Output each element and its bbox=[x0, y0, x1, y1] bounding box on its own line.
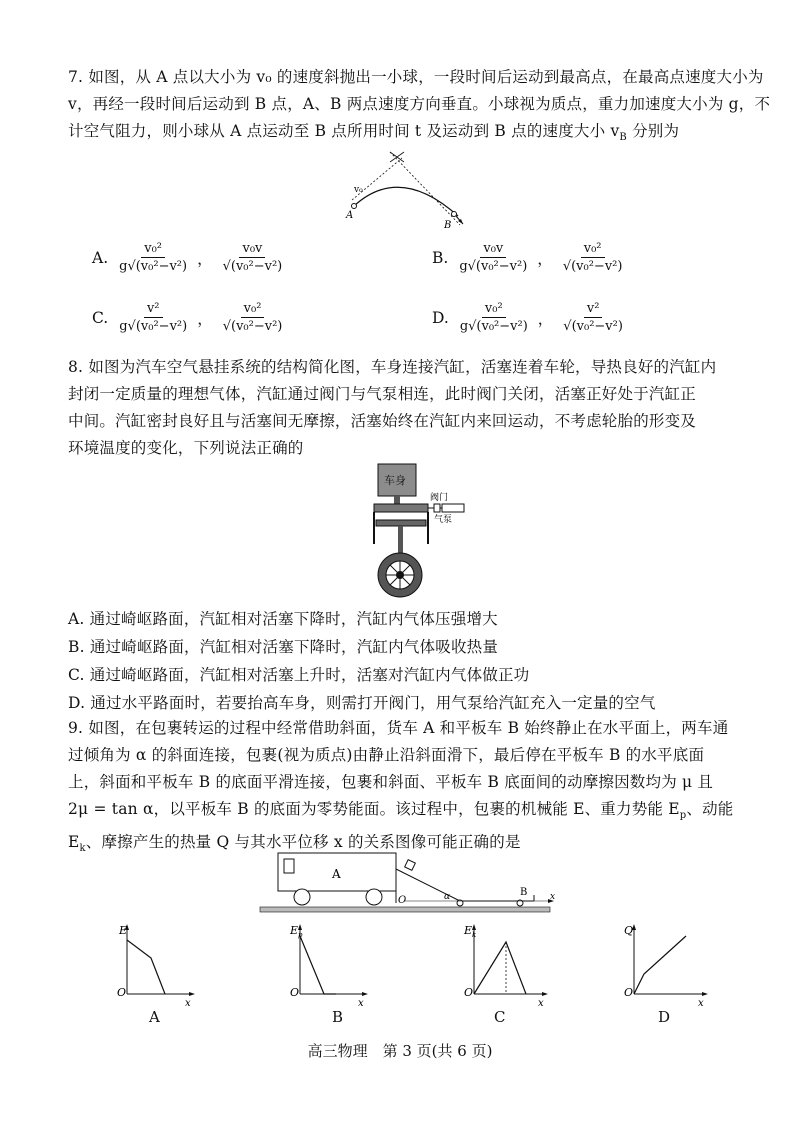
q7-line-3: 计空气阻力，则小球从 A 点运动至 B 点所用时间 t 及运动到 B 点的速度大小 $v_B$ 分别为 bbox=[68, 122, 680, 144]
v0-label: v₀ bbox=[354, 185, 363, 195]
scene-x-label: x bbox=[550, 892, 556, 902]
cart-b-label: B bbox=[520, 887, 528, 898]
q7-line-1: 7. 如图，从 A 点以大小为 v₀ 的速度斜抛出一小球，一段时间后运动到最高点，在最高点速度大小为 bbox=[68, 68, 764, 86]
question-9 bbox=[68, 715, 734, 862]
body-label: 车身 bbox=[384, 474, 406, 487]
truck-scene bbox=[258, 851, 558, 913]
q7-option-b: B. $\frac{\text{v₀v}}{\text{g√(v₀²−v²)}}$ ， $\frac{\text{v₀²}}{\text{√(v₀²−v²)}}$ bbox=[432, 241, 623, 274]
q9-line-3: 上，斜面和平板车 B 的底面平滑连接，包裹和斜面、平板车 B 底面间的动摩擦因数均为 μ 且 bbox=[68, 773, 714, 791]
graph-d-origin: O bbox=[624, 986, 634, 999]
graph-a-caption: A bbox=[149, 1008, 160, 1026]
graph-a-origin: O bbox=[117, 986, 127, 999]
graph-d-caption: D bbox=[658, 1008, 671, 1026]
scene-origin-label: O bbox=[398, 895, 407, 906]
q9-line-5: $E_k$、摩擦产生的热量 Q 与其水平位移 x 的关系图像可能正确的是 bbox=[68, 833, 521, 855]
graph-b-xlabel: x bbox=[358, 998, 364, 1009]
suspension-figure bbox=[370, 462, 480, 602]
projectile-figure bbox=[340, 150, 480, 240]
question-8 bbox=[68, 354, 728, 462]
q7-option-c: C. $\frac{\text{v²}}{\text{g√(v₀²−v²)}}$ ， $\frac{\text{v₀²}}{\text{√(v₀²−v²)}}$ bbox=[92, 301, 283, 334]
graph-b-ylabel: $E_p$ bbox=[290, 924, 303, 939]
graph-d bbox=[622, 922, 712, 1012]
graph-a-ylabel: E bbox=[119, 924, 128, 937]
graph-c-caption: C bbox=[494, 1008, 506, 1026]
q7-option-a: A. $\frac{\text{v₀²}}{\text{g√(v₀²−v²)}}$ ， $\frac{\text{v₀v}}{\text{√(v₀²−v²)}}$ bbox=[92, 241, 283, 274]
graph-b-origin: O bbox=[290, 986, 300, 999]
q8-options bbox=[68, 606, 728, 717]
q7-line-2: v，再经一段时间后运动到 B 点，A、B 两点速度方向垂直。小球视为质点，重力加速度大小为 g，不 bbox=[68, 95, 771, 113]
graph-c-origin: O bbox=[464, 986, 474, 999]
graph-a bbox=[115, 922, 195, 1012]
q8-option-c: C. 通过崎岖路面，汽缸相对活塞上升时，活塞对汽缸内气体做正功 bbox=[68, 666, 530, 684]
q8-option-b: B. 通过崎岖路面，汽缸相对活塞下降时，汽缸内气体吸收热量 bbox=[68, 638, 499, 656]
point-a-label: A bbox=[346, 210, 354, 221]
question-7 bbox=[68, 64, 771, 151]
truck-a-label: A bbox=[332, 867, 341, 881]
q8-line-4: 环境温度的变化，下列说法正确的 bbox=[68, 439, 304, 457]
q7-option-d: D. $\frac{\text{v₀²}}{\text{g√(v₀²−v²)}}$ ， $\frac{\text{v²}}{\text{√(v₀²−v²)}}$ bbox=[432, 301, 623, 334]
graph-a-xlabel: x bbox=[185, 998, 191, 1009]
graph-d-xlabel: x bbox=[698, 998, 704, 1009]
graph-c bbox=[462, 922, 552, 1012]
q9-line-2: 过倾角为 α 的斜面连接，包裹(视为质点)由静止沿斜面滑下，最后停在平板车 B 的水平底面 bbox=[68, 746, 705, 764]
q8-option-d: D. 通过水平路面时，若要抬高车身，则需打开阀门，用气泵给汽缸充入一定量的空气 bbox=[68, 694, 656, 712]
q8-line-2: 封闭一定质量的理想气体，汽缸通过阀门与气泵相连，此时阀门关闭，活塞正好处于汽缸正 bbox=[68, 385, 697, 403]
q8-line-1: 8. 如图为汽车空气悬挂系统的结构简化图，车身连接汽缸，活塞连着车轮，导热良好的汽缸内 bbox=[68, 358, 717, 376]
graph-c-ylabel: $E_k$ bbox=[464, 924, 477, 939]
alpha-label: α bbox=[444, 892, 451, 902]
q8-line-3: 中间。汽缸密封良好且与活塞间无摩擦，活塞始终在汽缸内来回运动，不考虑轮胎的形变及 bbox=[68, 412, 697, 430]
page-footer: 高三物理 第 3 页(共 6 页) bbox=[307, 1042, 493, 1060]
q9-line-4: 2μ = tan α，以平板车 B 的底面为零势能面。该过程中，包裹的机械能 E、重力势能 $E_p$、动能 bbox=[68, 800, 734, 822]
pump-label: 气泵 bbox=[434, 515, 453, 525]
q9-line-1: 9. 如图，在包裹转运的过程中经常借助斜面，货车 A 和平板车 B 始终静止在水平面上，两车通 bbox=[68, 719, 729, 737]
graph-d-ylabel: Q bbox=[624, 924, 634, 937]
valve-label: 阀门 bbox=[430, 493, 449, 503]
point-b-label: B bbox=[444, 220, 452, 231]
graph-b bbox=[288, 922, 368, 1012]
q8-option-a: A. 通过崎岖路面，汽缸相对活塞下降时，汽缸内气体压强增大 bbox=[68, 610, 498, 628]
graph-b-caption: B bbox=[332, 1008, 344, 1026]
graph-c-xlabel: x bbox=[538, 998, 544, 1009]
